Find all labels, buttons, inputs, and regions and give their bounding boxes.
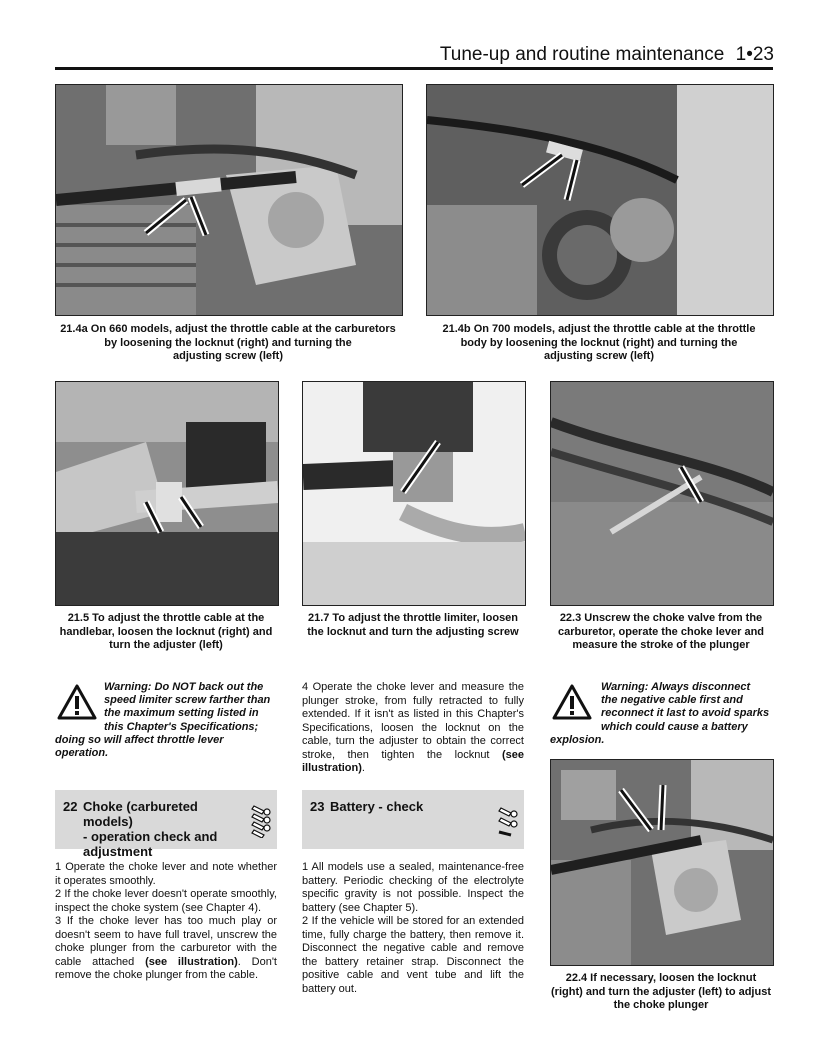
warning-battery (601, 681, 776, 734)
warning-line: which could cause a battery (601, 720, 748, 733)
section-title-line: Choke (carbureted models) (83, 799, 198, 829)
caption-line: measure the stroke of the plunger (572, 639, 750, 651)
see-illustration-ref: (see illustration) (145, 955, 238, 968)
battery-step-1: 1 All models use a sealed, maintenance-free battery. Periodic checking of the electrolyte specific gravity is not possible. Inspect the battery (see Chapter 5). (302, 861, 524, 914)
warning-battery-cont (550, 734, 772, 747)
step-3-text: 3 If the choke lever has too much play or doesn't seem to have full travel, unscrew the choke plunger from the carburetor with the cable attached (55, 915, 277, 968)
caption-line: turn the adjuster (left) (109, 639, 223, 651)
warning-line: the negative cable first and (601, 694, 743, 707)
warning-icon (552, 684, 592, 720)
step-4-text: 4 Operate the choke lever and measure the plunger stroke, from fully retracted to fully extended. If it isn't as listed in this Chapter's Specifications, loosen the locknut on the cable, turn the adjuster to obtain the correct stroke, then tighten the locknut (302, 681, 524, 761)
step-4-end: . (361, 762, 365, 774)
caption-line: 21.4a On 660 models, adjust the throttle cable at the carburetors (60, 323, 396, 335)
warning-line: doing so will affect throttle lever (55, 734, 224, 746)
section-23-title: Battery - check (330, 799, 424, 814)
caption-22-4 (550, 972, 772, 1013)
section-22-number: 22 (63, 799, 78, 814)
warning-line: Warning: Do NOT back out the (104, 681, 264, 693)
section-23-heading (302, 790, 524, 849)
caption-line: by loosening the locknut (right) and turning the (104, 336, 352, 349)
caption-line: (right) and turn the adjuster (left) to adjust (551, 985, 771, 998)
caption-21-4a (55, 323, 401, 364)
caption-line: 21.4b On 700 models, adjust the throttle cable at the throttle (442, 323, 756, 335)
caption-line: handlebar, loosen the locknut (right) and (59, 625, 273, 638)
warning-line: the maximum setting listed in (104, 707, 259, 720)
photo-21-7 (302, 381, 526, 606)
warning-speed-limiter (104, 681, 284, 734)
warning-line: Warning: Always disconnect (601, 681, 751, 693)
photo-22-3 (550, 381, 774, 606)
difficulty-spanner-icon (498, 802, 520, 838)
caption-line: body by loosening the locknut (right) and turning the (460, 336, 738, 349)
caption-line: the locknut and turn the adjusting screw (307, 625, 519, 638)
photo-22-4 (550, 759, 774, 966)
photo-21-4b (426, 84, 774, 316)
caption-line: adjusting screw (left) (543, 350, 655, 362)
battery-step-2: 2 If the vehicle will be stored for an extended time, fully charge the battery, then remove it. Disconnect the negative cable and remove the battery retainer strap. Disconnect the positive cable and vent tube and lift the battery out. (302, 915, 524, 995)
section-title-line: - operation check and (83, 829, 218, 844)
choke-steps-1-3 (55, 861, 277, 983)
section-title-line: adjustment (83, 844, 153, 859)
caption-line: carburetor, operate the choke lever and (557, 625, 765, 638)
warning-line: explosion. (550, 734, 605, 746)
caption-line: adjusting screw (left) (172, 350, 284, 362)
choke-step-3 (55, 915, 277, 983)
choke-step-2: 2 If the choke lever doesn't operate smoothly, inspect the choke system (see Chapter 4). (55, 888, 277, 914)
see-illustration-ref: (see illustration) (302, 748, 524, 774)
header-rule (55, 67, 773, 70)
caption-line: 22.3 Unscrew the choke valve from the (559, 612, 763, 624)
warning-icon (57, 684, 97, 720)
warning-line: speed limiter screw farther than (104, 694, 271, 707)
caption-line: the choke plunger (613, 999, 709, 1011)
photo-21-4a (55, 84, 403, 316)
page-number: 1•23 (735, 44, 774, 65)
section-22-heading (55, 790, 277, 859)
step-3-end: . Don't remove the choke plunger from the cable. (55, 955, 277, 981)
battery-steps (302, 861, 524, 996)
warning-line: operation. (55, 747, 109, 760)
section-22-title (83, 799, 243, 859)
choke-step-4 (302, 681, 524, 776)
caption-line: 21.5 To adjust the throttle cable at the (67, 612, 265, 624)
warning-line: reconnect it last to avoid sparks (601, 707, 770, 720)
caption-21-5 (55, 612, 277, 653)
warning-speed-limiter-cont (55, 734, 280, 760)
section-23-number: 23 (310, 799, 325, 814)
caption-22-3 (550, 612, 772, 653)
header-title: Tune-up and routine maintenance (439, 44, 725, 65)
choke-step-1: 1 Operate the choke lever and note whether it operates smoothly. (55, 861, 277, 887)
caption-line: 22.4 If necessary, loosen the locknut (565, 972, 757, 984)
warning-line: this Chapter's Specifications; (104, 720, 259, 733)
caption-21-7 (302, 612, 524, 639)
difficulty-spanner-icon (251, 802, 273, 838)
caption-21-4b (426, 323, 772, 364)
photo-21-5 (55, 381, 279, 606)
page-header (440, 44, 774, 66)
caption-line: 21.7 To adjust the throttle limiter, loosen (307, 612, 519, 624)
